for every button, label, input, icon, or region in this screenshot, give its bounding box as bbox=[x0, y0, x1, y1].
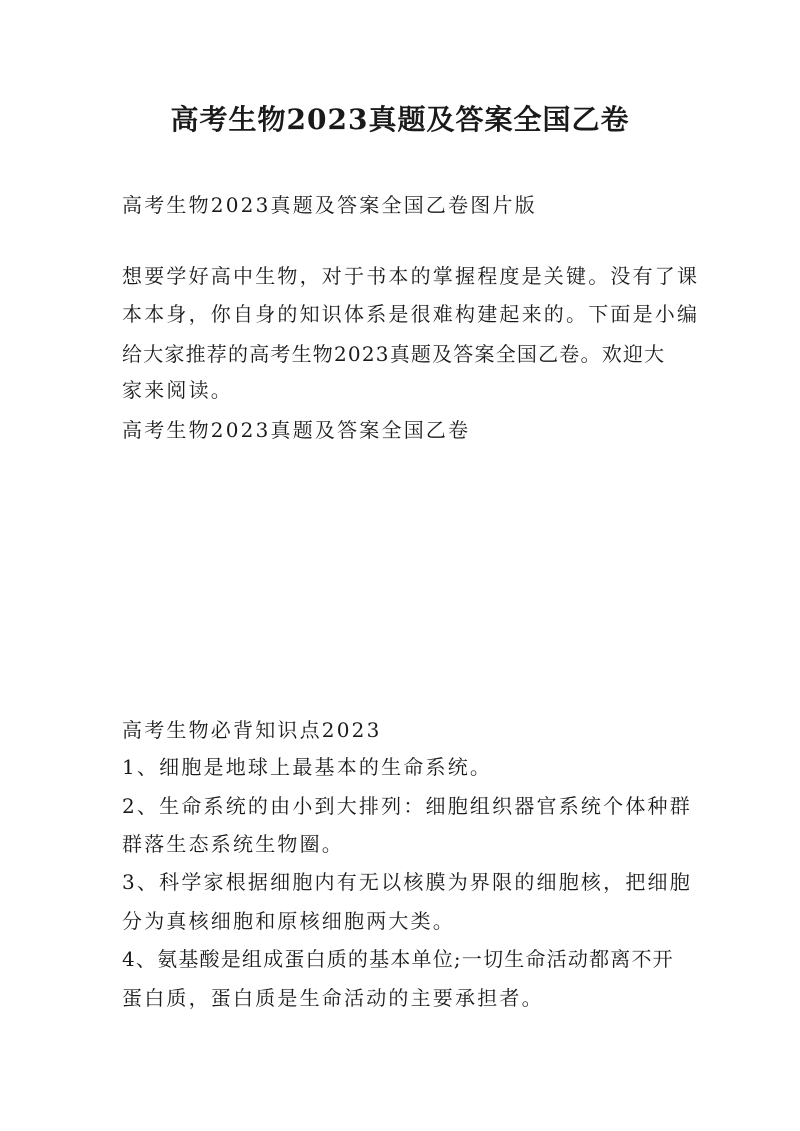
knowledge-line-5: 分为真核细胞和原核细胞两大类。 bbox=[122, 909, 455, 933]
intro-line-4: 家来阅读。 bbox=[122, 378, 233, 402]
knowledge-line-7: 蛋白质，蛋白质是生命活动的主要承担者。 bbox=[122, 986, 544, 1010]
document-subtitle: 高考生物2023真题及答案全国乙卷图片版 bbox=[122, 193, 537, 217]
section-heading: 高考生物2023真题及答案全国乙卷 bbox=[122, 418, 471, 442]
intro-line-2: 本本身，你自身的知识体系是很难构建起来的。下面是小编 bbox=[122, 302, 700, 326]
intro-line-1: 想要学好高中生物，对于书本的掌握程度是关键。没有了课 bbox=[122, 264, 700, 288]
knowledge-line-2: 2、生命系统的由小到大排列：细胞组织器官系统个体种群 bbox=[122, 794, 692, 818]
knowledge-line-4: 3、科学家根据细胞内有无以核膜为界限的细胞核，把细胞 bbox=[122, 870, 692, 894]
knowledge-heading: 高考生物必背知识点2023 bbox=[122, 718, 382, 742]
document-title: 高考生物2023真题及答案全国乙卷 bbox=[170, 103, 630, 136]
knowledge-line-6: 4、氨基酸是组成蛋白质的基本单位;一切生命活动都离不开 bbox=[122, 947, 674, 971]
knowledge-line-1: 1、细胞是地球上最基本的生命系统。 bbox=[122, 755, 493, 779]
intro-line-3: 给大家推荐的高考生物2023真题及答案全国乙卷。欢迎大 bbox=[122, 342, 666, 366]
knowledge-line-3: 群落生态系统生物圈。 bbox=[122, 832, 344, 856]
